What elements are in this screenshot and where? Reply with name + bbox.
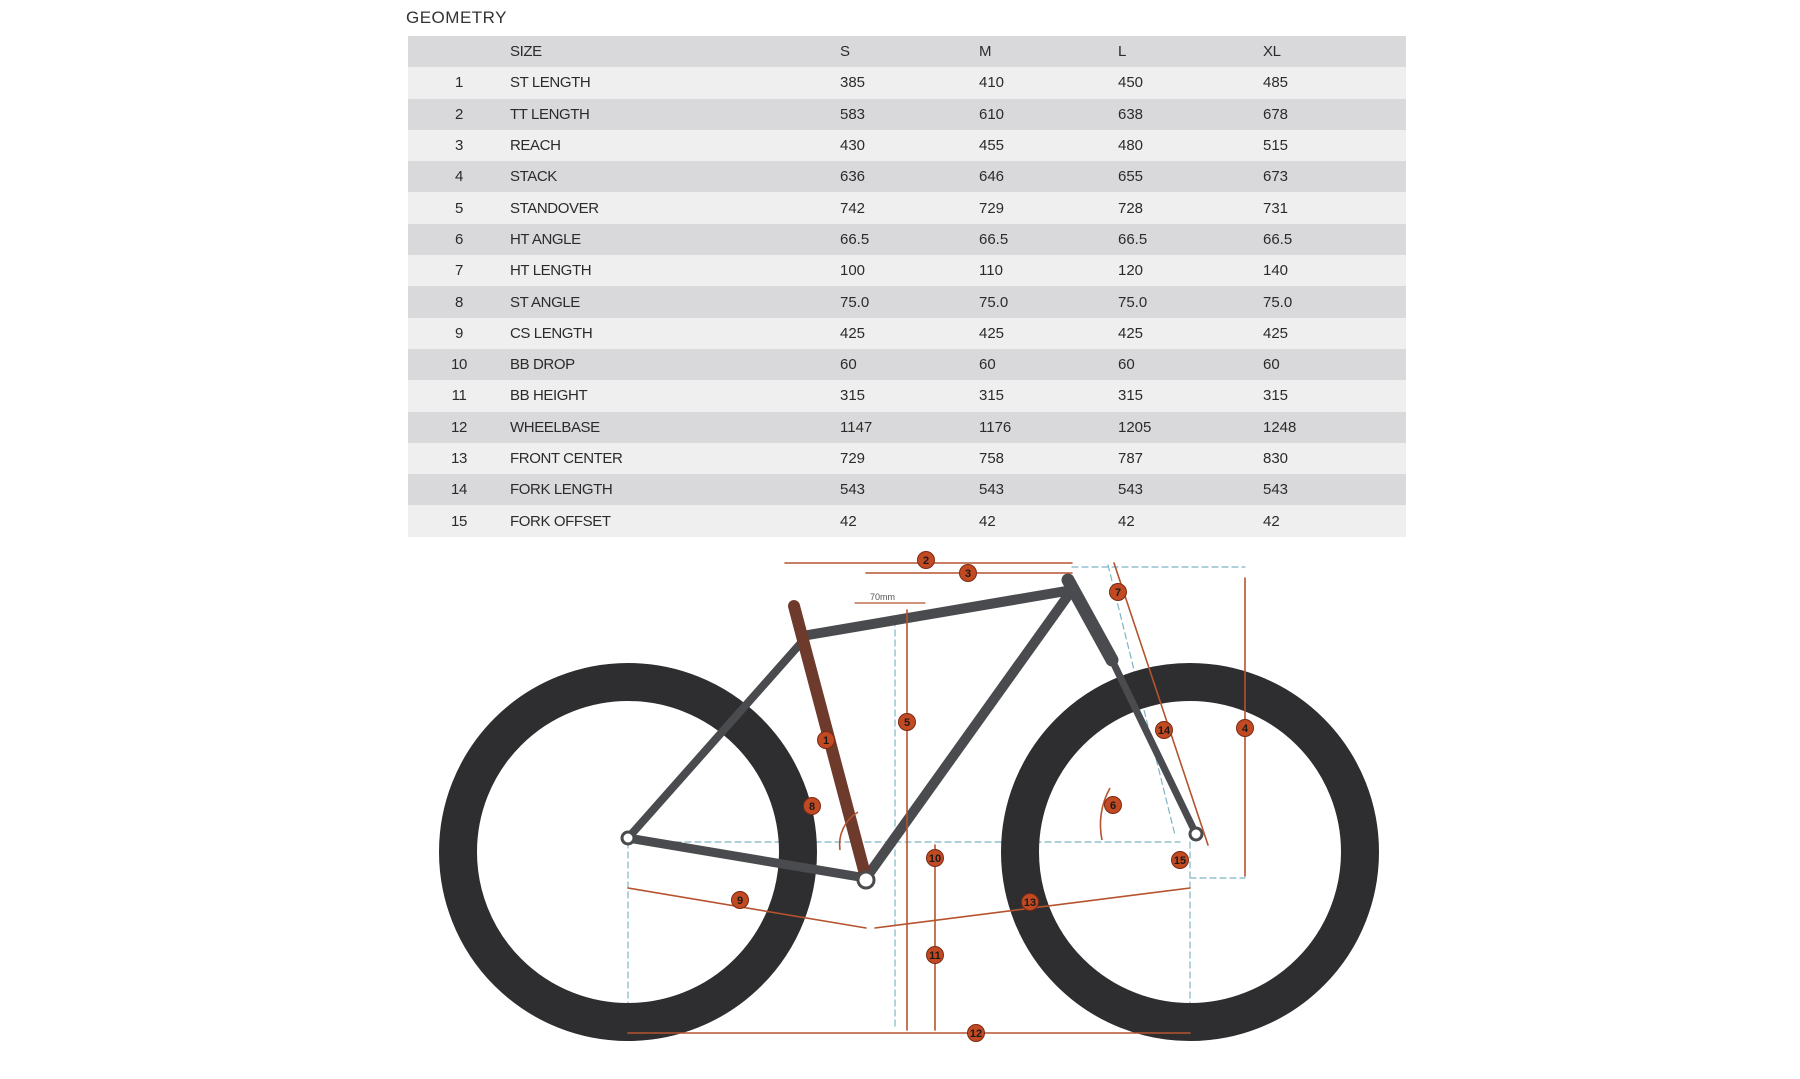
- table-row: [408, 318, 1406, 349]
- row-label: BB DROP: [510, 356, 575, 374]
- value-s: 742: [840, 199, 866, 217]
- value-l: 1205: [1118, 418, 1152, 436]
- row-label: ST ANGLE: [510, 293, 580, 311]
- value-l: 425: [1118, 324, 1144, 342]
- callout-label-15: 15: [1173, 855, 1187, 867]
- value-l: 655: [1118, 168, 1144, 186]
- header-size: SIZE: [510, 43, 542, 61]
- value-s: 75.0: [840, 293, 870, 311]
- value-m: 42: [979, 512, 996, 530]
- row-number: 12: [451, 418, 467, 436]
- rear-dropout: [622, 832, 634, 844]
- row-label: TT LENGTH: [510, 105, 590, 123]
- table-row: [408, 224, 1406, 255]
- row-number: 8: [455, 293, 463, 311]
- value-l: 60: [1118, 356, 1135, 374]
- table-row: [408, 130, 1406, 161]
- row-label: FORK LENGTH: [510, 481, 613, 499]
- row-number: 3: [455, 137, 463, 155]
- value-s: 543: [840, 481, 866, 499]
- row-number: 1: [455, 74, 463, 92]
- header-l: L: [1118, 43, 1126, 61]
- header-index: [408, 36, 510, 67]
- row-number: 13: [451, 450, 467, 467]
- row-label: ST LENGTH: [510, 74, 591, 92]
- value-xl: 66.5: [1263, 230, 1293, 248]
- value-l: 120: [1118, 262, 1144, 280]
- value-xl: 673: [1263, 168, 1289, 186]
- value-xl: 731: [1263, 199, 1289, 217]
- row-label: STACK: [510, 168, 557, 186]
- table-row: [408, 255, 1406, 286]
- value-s: 100: [840, 262, 866, 280]
- row-number: 2: [455, 105, 463, 123]
- row-label: HT LENGTH: [510, 262, 592, 280]
- header-xl: XL: [1263, 43, 1281, 61]
- value-m: 1176: [979, 418, 1012, 436]
- geometry-table: [408, 36, 1406, 537]
- table-row: [408, 412, 1406, 443]
- value-l: 315: [1118, 387, 1144, 405]
- head-tube: [1068, 580, 1112, 660]
- down-tube: [866, 590, 1072, 878]
- row-number: 9: [455, 324, 463, 342]
- callout-label-12: 12: [969, 1028, 983, 1040]
- value-m: 315: [979, 387, 1005, 405]
- row-number: 7: [455, 262, 463, 280]
- value-xl: 315: [1263, 387, 1289, 405]
- value-s: 385: [840, 74, 866, 92]
- header-m: M: [979, 43, 992, 61]
- row-number: 4: [455, 168, 463, 186]
- callout-label-11: 11: [929, 950, 941, 962]
- value-s: 60: [840, 356, 857, 374]
- table-row: [408, 67, 1406, 98]
- value-s: 66.5: [840, 230, 870, 248]
- value-xl: 485: [1263, 74, 1289, 92]
- row-number: 14: [451, 481, 467, 499]
- value-m: 646: [979, 168, 1005, 186]
- row-label: FRONT CENTER: [510, 450, 623, 467]
- value-s: 430: [840, 137, 866, 155]
- row-number: 15: [451, 512, 467, 530]
- value-l: 728: [1118, 199, 1144, 217]
- row-label: BB HEIGHT: [510, 387, 588, 405]
- value-s: 42: [840, 512, 857, 530]
- row-number: 10: [451, 356, 467, 374]
- value-l: 450: [1118, 74, 1144, 92]
- chain-stay: [628, 838, 866, 878]
- front-dropout: [1190, 828, 1202, 840]
- table-row: [408, 286, 1406, 317]
- value-xl: 140: [1263, 262, 1289, 280]
- callout-label-10: 10: [928, 853, 942, 865]
- row-number: 6: [455, 230, 463, 248]
- value-m: 60: [979, 356, 996, 374]
- value-m: 75.0: [979, 293, 1009, 311]
- note-70mm: 70mm: [870, 592, 896, 602]
- callout-label-3: 3: [964, 568, 972, 580]
- row-label: HT ANGLE: [510, 230, 581, 248]
- callout-label-2: 2: [922, 555, 930, 567]
- table-row: [408, 505, 1406, 536]
- page-title: GEOMETRY: [406, 8, 507, 27]
- value-s: 1147: [840, 418, 873, 436]
- header-s: S: [840, 43, 850, 61]
- callout-label-4: 4: [1241, 723, 1249, 735]
- callout-label-13: 13: [1023, 897, 1037, 909]
- value-xl: 678: [1263, 105, 1289, 123]
- table-row: [408, 349, 1406, 380]
- callout-label-1: 1: [822, 735, 830, 747]
- value-s: 636: [840, 168, 866, 186]
- value-m: 455: [979, 137, 1005, 155]
- table-row: [408, 443, 1406, 474]
- row-label: WHEELBASE: [510, 418, 600, 436]
- value-m: 610: [979, 105, 1005, 123]
- value-l: 787: [1118, 450, 1144, 467]
- bike-geometry-diagram: [400, 545, 1400, 1055]
- row-number: 11: [451, 387, 467, 405]
- dim-ht-angle-arc: [1100, 788, 1110, 840]
- dim-cs-length: [628, 888, 866, 928]
- value-l: 66.5: [1118, 230, 1148, 248]
- value-s: 315: [840, 387, 866, 405]
- value-l: 480: [1118, 137, 1144, 155]
- bottom-bracket: [858, 872, 874, 888]
- table-row: [408, 161, 1406, 192]
- value-xl: 425: [1263, 324, 1289, 342]
- value-m: 543: [979, 481, 1005, 499]
- callout-label-8: 8: [808, 801, 816, 813]
- table-row: [408, 474, 1406, 505]
- value-l: 543: [1118, 481, 1144, 499]
- value-xl: 75.0: [1263, 293, 1293, 311]
- callout-label-7: 7: [1114, 587, 1122, 599]
- table-row: [408, 99, 1406, 130]
- value-xl: 60: [1263, 356, 1280, 374]
- table-row: [408, 380, 1406, 411]
- value-m: 110: [979, 262, 1003, 280]
- row-label: CS LENGTH: [510, 324, 593, 342]
- callout-label-14: 14: [1157, 725, 1171, 737]
- value-xl: 543: [1263, 481, 1289, 499]
- callout-label-5: 5: [903, 717, 911, 729]
- value-xl: 515: [1263, 137, 1289, 155]
- value-l: 42: [1118, 512, 1135, 530]
- table-row: [408, 192, 1406, 223]
- row-label: STANDOVER: [510, 199, 599, 217]
- callout-label-6: 6: [1109, 800, 1117, 812]
- value-m: 425: [979, 324, 1005, 342]
- top-tube: [808, 590, 1072, 635]
- table-header-row: [408, 36, 1406, 67]
- value-s: 583: [840, 105, 866, 123]
- value-m: 410: [979, 74, 1005, 92]
- value-xl: 42: [1263, 512, 1280, 530]
- value-m: 758: [979, 450, 1005, 467]
- value-s: 425: [840, 324, 866, 342]
- value-l: 638: [1118, 105, 1144, 123]
- value-xl: 1248: [1263, 418, 1297, 436]
- value-xl: 830: [1263, 450, 1289, 467]
- row-label: FORK OFFSET: [510, 512, 611, 530]
- row-label: REACH: [510, 137, 561, 155]
- callout-label-9: 9: [736, 895, 744, 907]
- value-s: 729: [840, 450, 866, 467]
- value-l: 75.0: [1118, 293, 1148, 311]
- value-m: 66.5: [979, 230, 1009, 248]
- row-number: 5: [455, 199, 463, 217]
- value-m: 729: [979, 199, 1005, 217]
